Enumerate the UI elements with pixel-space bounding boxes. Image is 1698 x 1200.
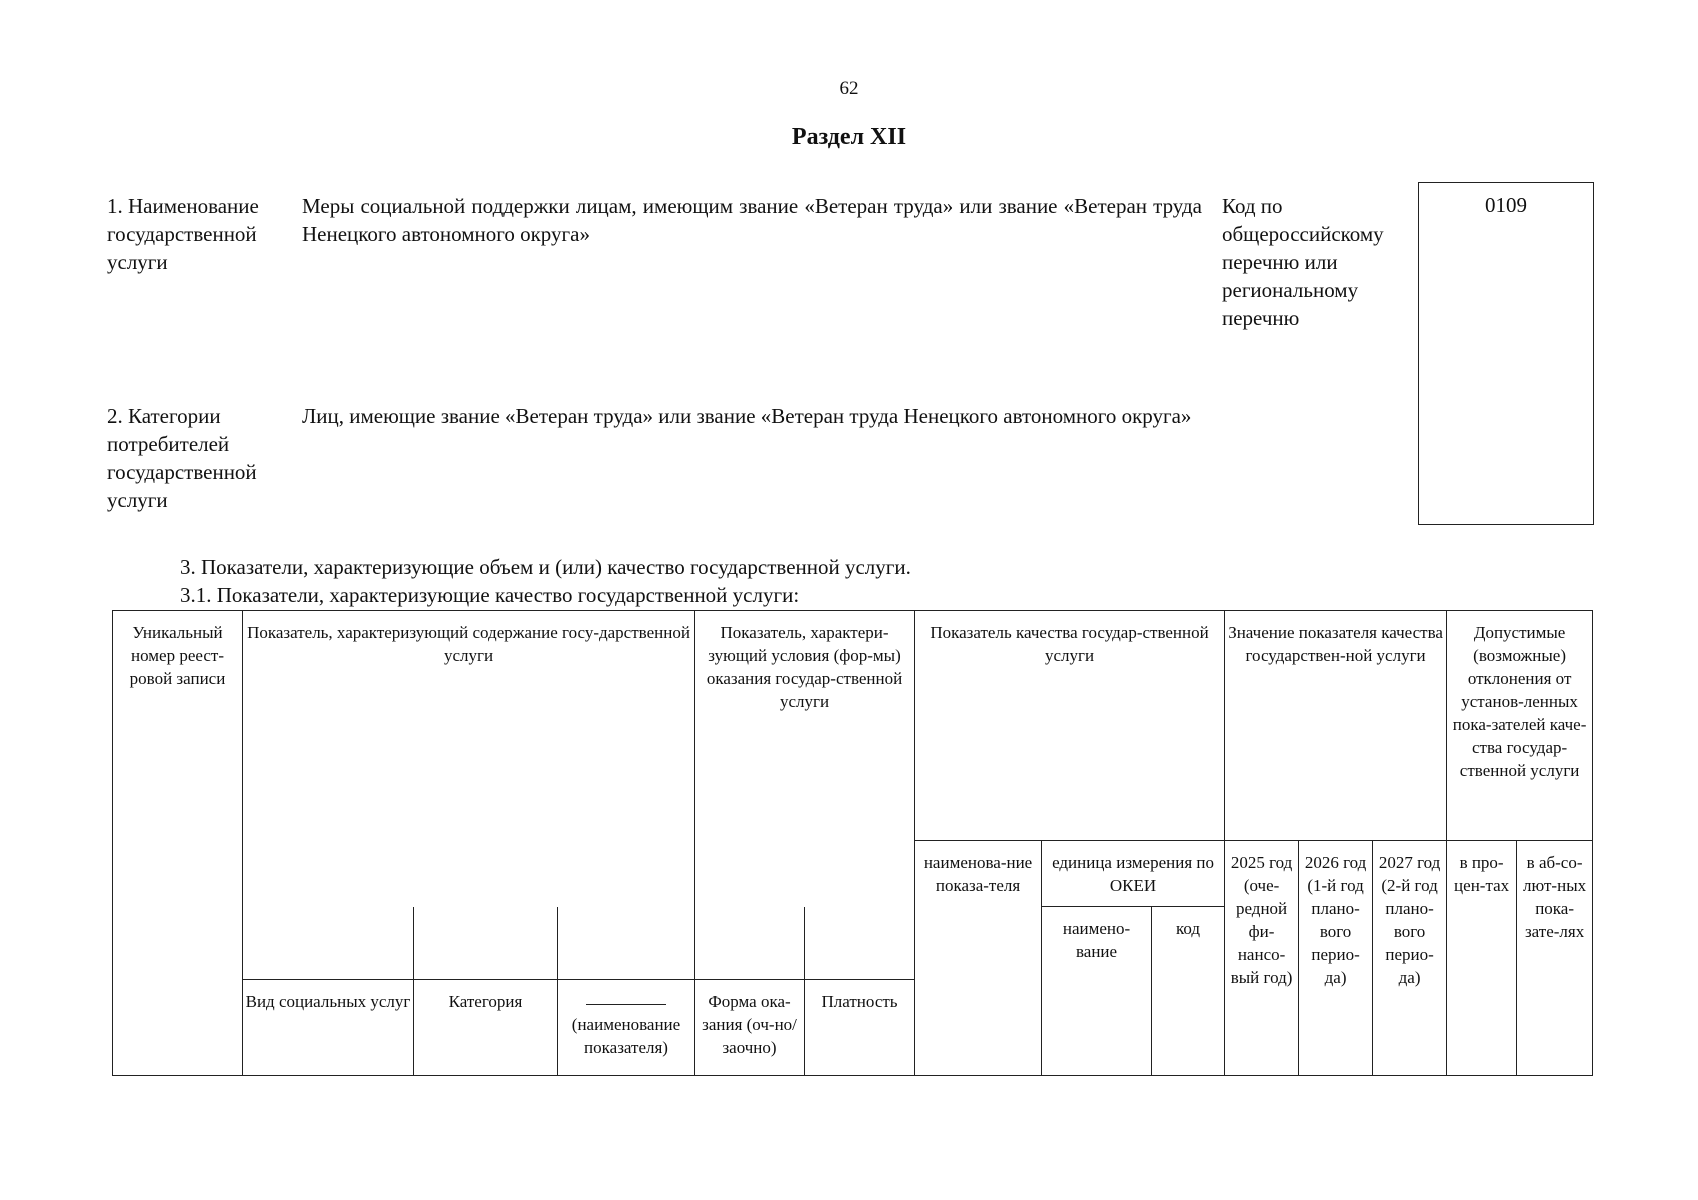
header-unique-number: Уникальный номер реест-ровой записи (113, 611, 243, 1076)
registry-code-box (1418, 182, 1594, 525)
header-okei-unit: единица измерения по ОКЕИ (1042, 841, 1225, 907)
header-condition-indicator: Показатель, характери-зующий условия (фор-мы) оказания государ-ственной услуги (695, 611, 915, 907)
consumer-categories-label: 2. Категории потребителей государственной услуги (107, 404, 257, 512)
header-year-2026: 2026 год (1-й год плано-вого перио-да) (1299, 841, 1373, 1076)
header-year-2025: 2025 год (оче-редной фи-нансо-вый год) (1225, 841, 1299, 1076)
service-name-label: 1. Наименование государственной услуги (107, 194, 259, 274)
col-form: Форма ока-зания (оч-но/заочно) (694, 979, 805, 1059)
col-category: Категория (413, 979, 558, 1013)
consumer-categories-value: Лиц, имеющие звание «Ветеран труда» или звание «Ветеран труда Ненецкого автономного округа» (302, 404, 1192, 428)
header-content-indicator: Показатель, характеризующий содержание госу-дарственной услуги (243, 611, 695, 907)
content-indicator-category-cell (414, 907, 558, 1076)
col-service-type: Вид социальных услуг (242, 979, 414, 1013)
col-indicator-name-wrap (557, 979, 695, 1059)
header-indicator-name: наименова-ние показа-теля (915, 841, 1042, 1076)
header-deviations: Допустимые (возможные) отклонения от установ-ленных пока-зателей каче-ства государ-ственной услуги (1447, 611, 1593, 841)
header-quality-indicator: Показатель качества государ-ственной услуги (915, 611, 1225, 841)
registry-code-label: Код по общероссийскому перечню или региональному перечню (1222, 194, 1384, 330)
header-year-2027: 2027 год (2-й год плано-вого перио-да) (1373, 841, 1447, 1076)
header-in-percent: в про-цен-тах (1447, 841, 1517, 1076)
service-name-value: Меры социальной поддержки лицам, имеющим звание «Ветеран труда» или звание «Ветеран труда Ненецкого автономного округа» (302, 194, 1202, 246)
registry-code-value: 0109 (1485, 193, 1527, 217)
content-indicator-name-cell (558, 907, 695, 1076)
blank-line (586, 990, 666, 1005)
header-quality-value: Значение показателя качества государствен-ной услуги (1225, 611, 1447, 841)
col-indicator-name: (наименование показателя) (571, 1014, 681, 1057)
heading-indicators: 3. Показатели, характеризующие объем и (или) качество государственной услуги. (180, 555, 911, 579)
heading-quality-indicators: 3.1. Показатели, характеризующие качество государственной услуги: (180, 583, 800, 607)
quality-indicators-table (112, 610, 1593, 1076)
col-payment: Платность (804, 979, 915, 1013)
content-indicator-subcells (243, 907, 414, 1076)
condition-form-cell (695, 907, 805, 1076)
section-title: Раздел XII (791, 124, 907, 150)
condition-payment-cell (805, 907, 915, 1076)
page-number: 62 (839, 78, 859, 99)
header-in-absolute: в аб-со-лют-ных пока-зате-лях (1517, 841, 1593, 1076)
header-unit-code: код (1152, 907, 1225, 1076)
header-unit-name: наимено-вание (1042, 907, 1152, 1076)
